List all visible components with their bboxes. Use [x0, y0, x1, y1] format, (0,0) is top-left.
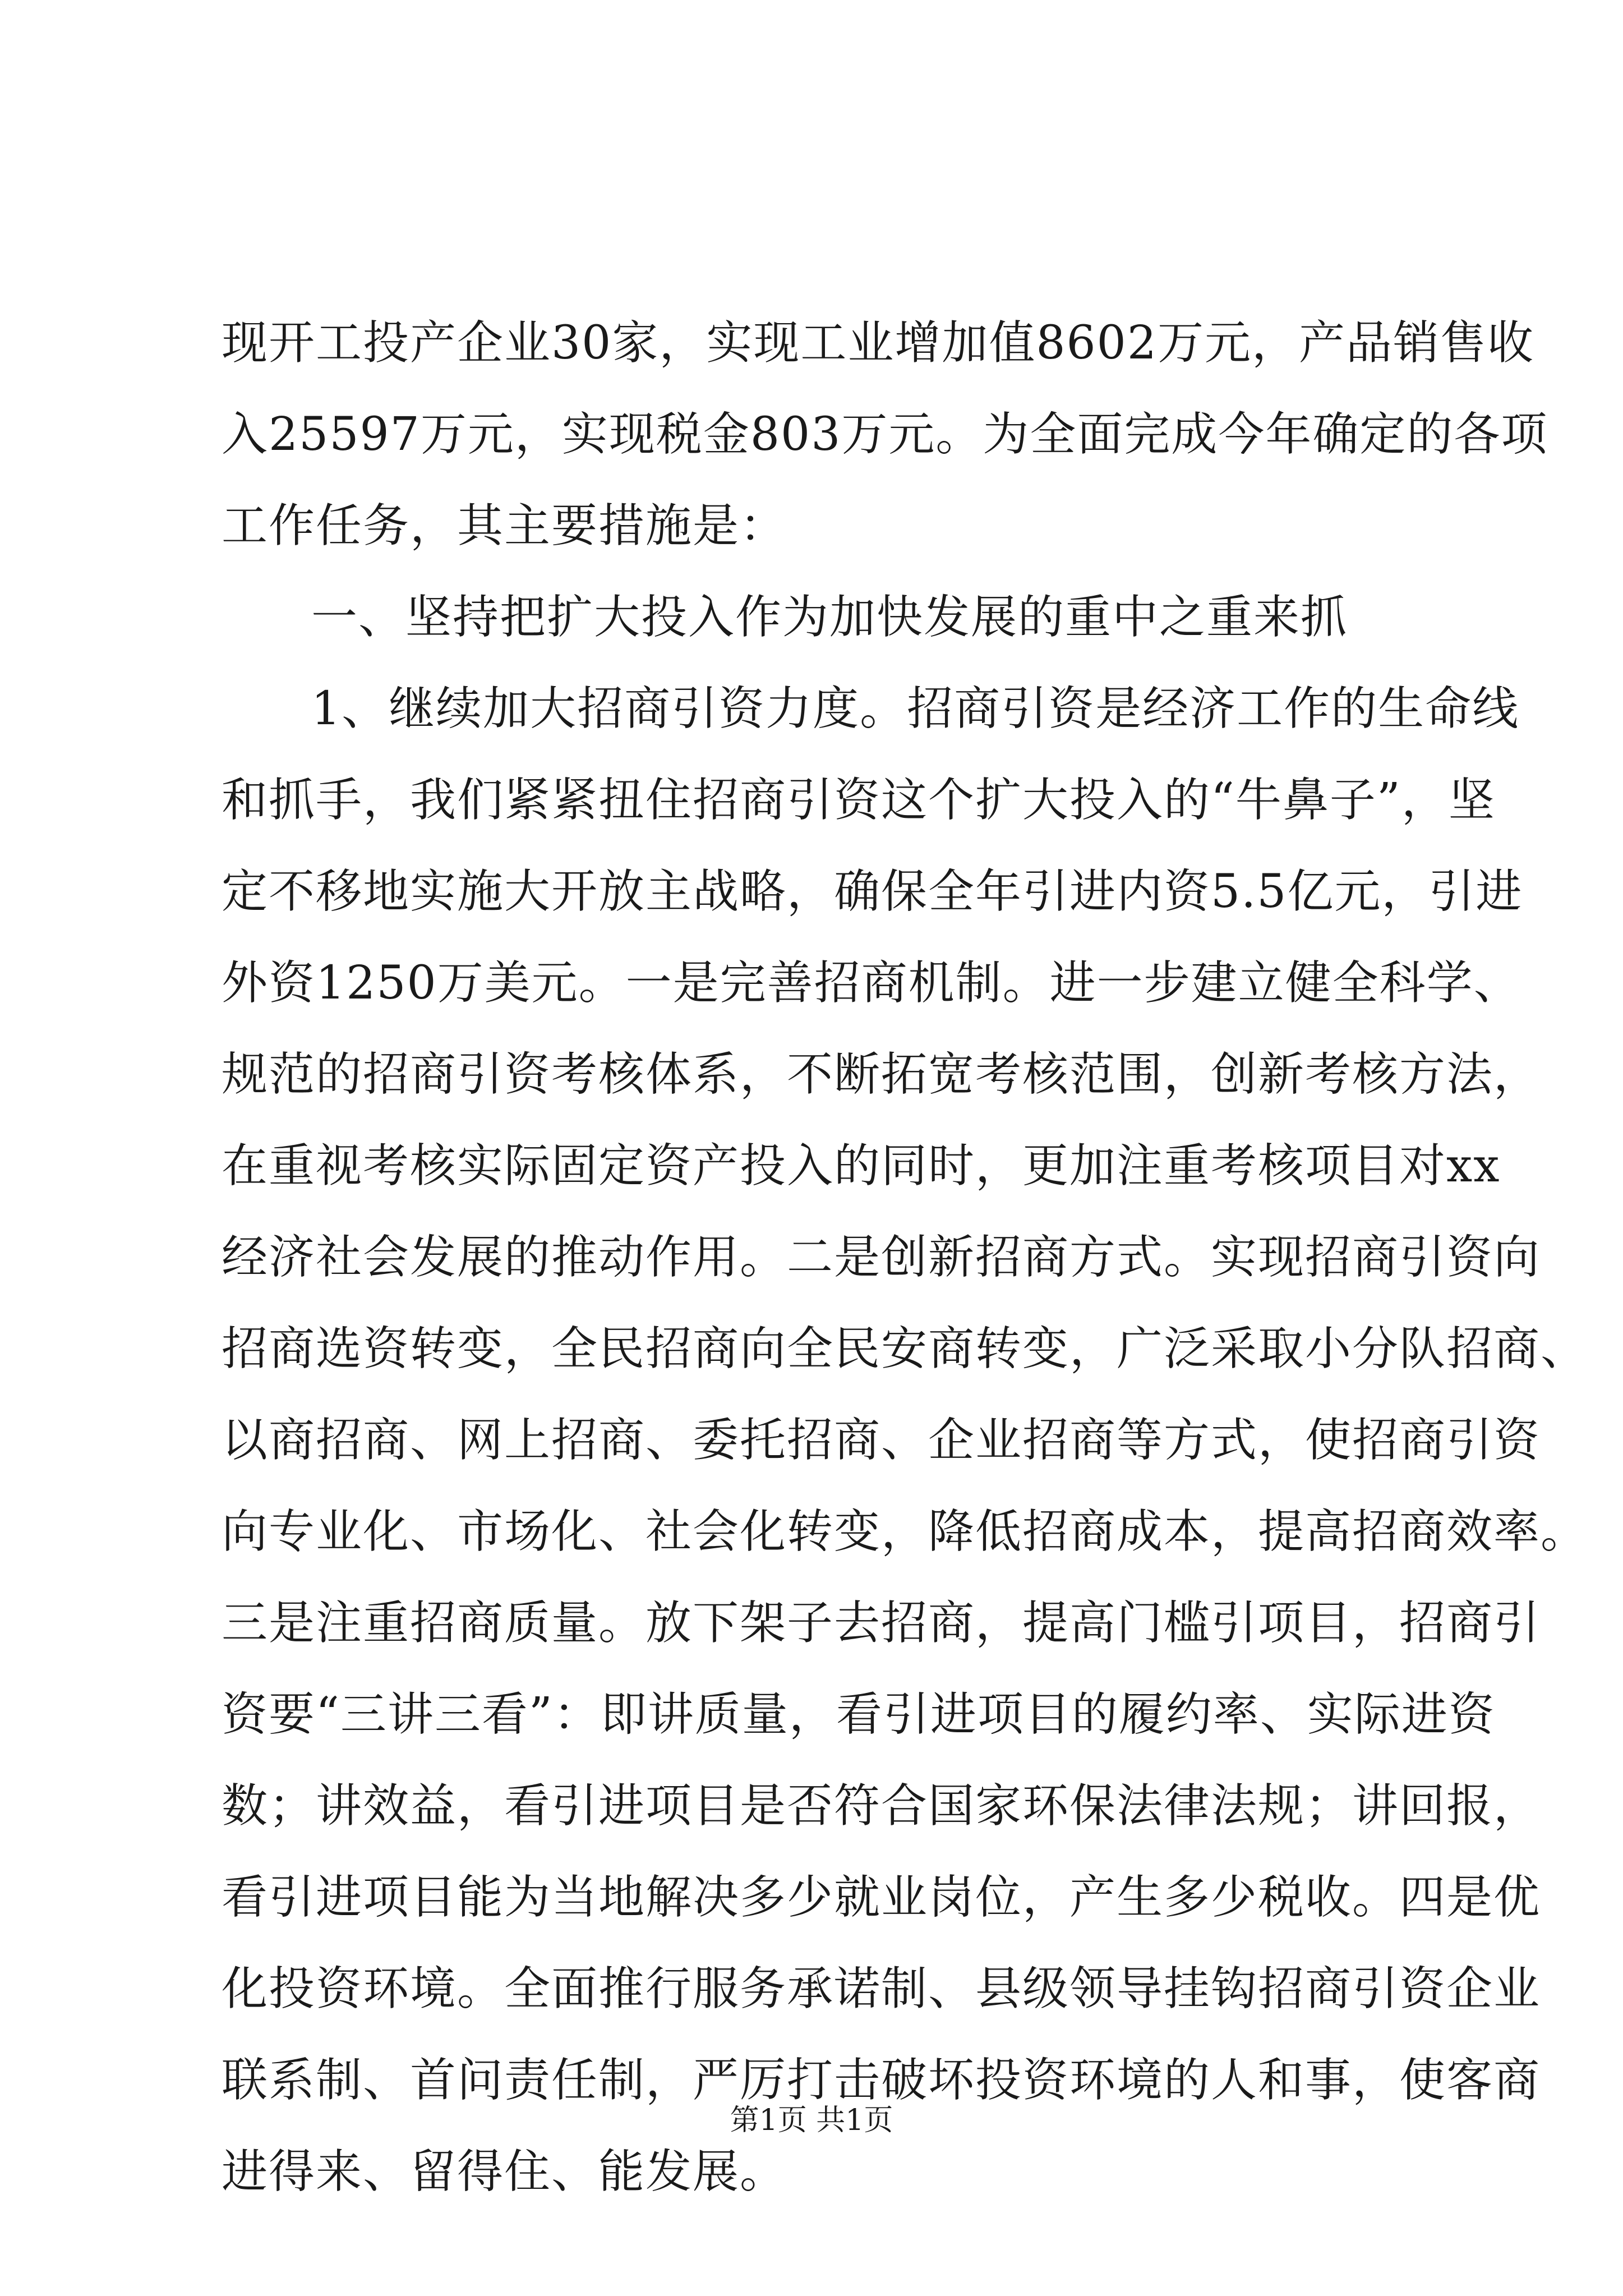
body-line: 和抓手，我们紧紧扭住招商引资这个扩大投入的“牛鼻子”，坚 — [222, 774, 1496, 827]
body-line: 规范的招商引资考核体系，不断拓宽考核范围，创新考核方法， — [222, 1048, 1541, 1101]
body-line: 化投资环境。全面推行服务承诺制、县级领导挂钩招商引资企业 — [222, 1962, 1541, 2016]
body-line: 现开工投产企业30家，实现工业增加值8602万元，产品销售收 — [222, 316, 1535, 370]
body-line: 入25597万元，实现税金803万元。为全面完成今年确定的各项 — [222, 408, 1548, 461]
body-line: 向专业化、市场化、社会化转变，降低招商成本，提高招商效率。 — [222, 1505, 1588, 1558]
section-heading: 一、坚持把扩大投入作为加快发展的重中之重来抓 — [311, 591, 1348, 644]
body-line: 1、继续加大招商引资力度。招商引资是经济工作的生命线 — [311, 682, 1520, 735]
body-line: 定不移地实施大开放主战略，确保全年引进内资5.5亿元，引进 — [222, 865, 1523, 918]
body-line: 联系制、首问责任制，严厉打击破坏投资环境的人和事，使客商 — [222, 2054, 1541, 2107]
body-line: 数；讲效益，看引进项目是否符合国家环保法律法规；讲回报， — [222, 1779, 1541, 1833]
body-line: 进得来、留得住、能发展。 — [222, 2145, 787, 2198]
document-body — [222, 297, 1588, 2217]
body-line: 资要“三讲三看”：即讲质量，看引进项目的履约率、实际进资 — [222, 1688, 1496, 1741]
body-line: 在重视考核实际固定资产投入的同时，更加注重考核项目对xx — [222, 1139, 1501, 1193]
body-line: 外资1250万美元。一是完善招商机制。进一步建立健全科学、 — [222, 956, 1521, 1010]
body-line: 三是注重招商质量。放下架子去招商，提高门槛引项目，招商引 — [222, 1596, 1541, 1650]
body-line: 招商选资转变，全民招商向全民安商转变，广泛采取小分队招商、 — [222, 1322, 1588, 1375]
body-line: 经济社会发展的推动作用。二是创新招商方式。实现招商引资向 — [222, 1231, 1541, 1284]
body-line: 看引进项目能为当地解决多少就业岗位，产生多少税收。四是优 — [222, 1871, 1541, 1924]
body-line: 以商招商、网上招商、委托招商、企业招商等方式，使招商引资 — [222, 1414, 1541, 1467]
body-line: 工作任务，其主要措施是： — [222, 499, 787, 553]
page-number-footer: 第1页 共1页 — [730, 2104, 893, 2137]
